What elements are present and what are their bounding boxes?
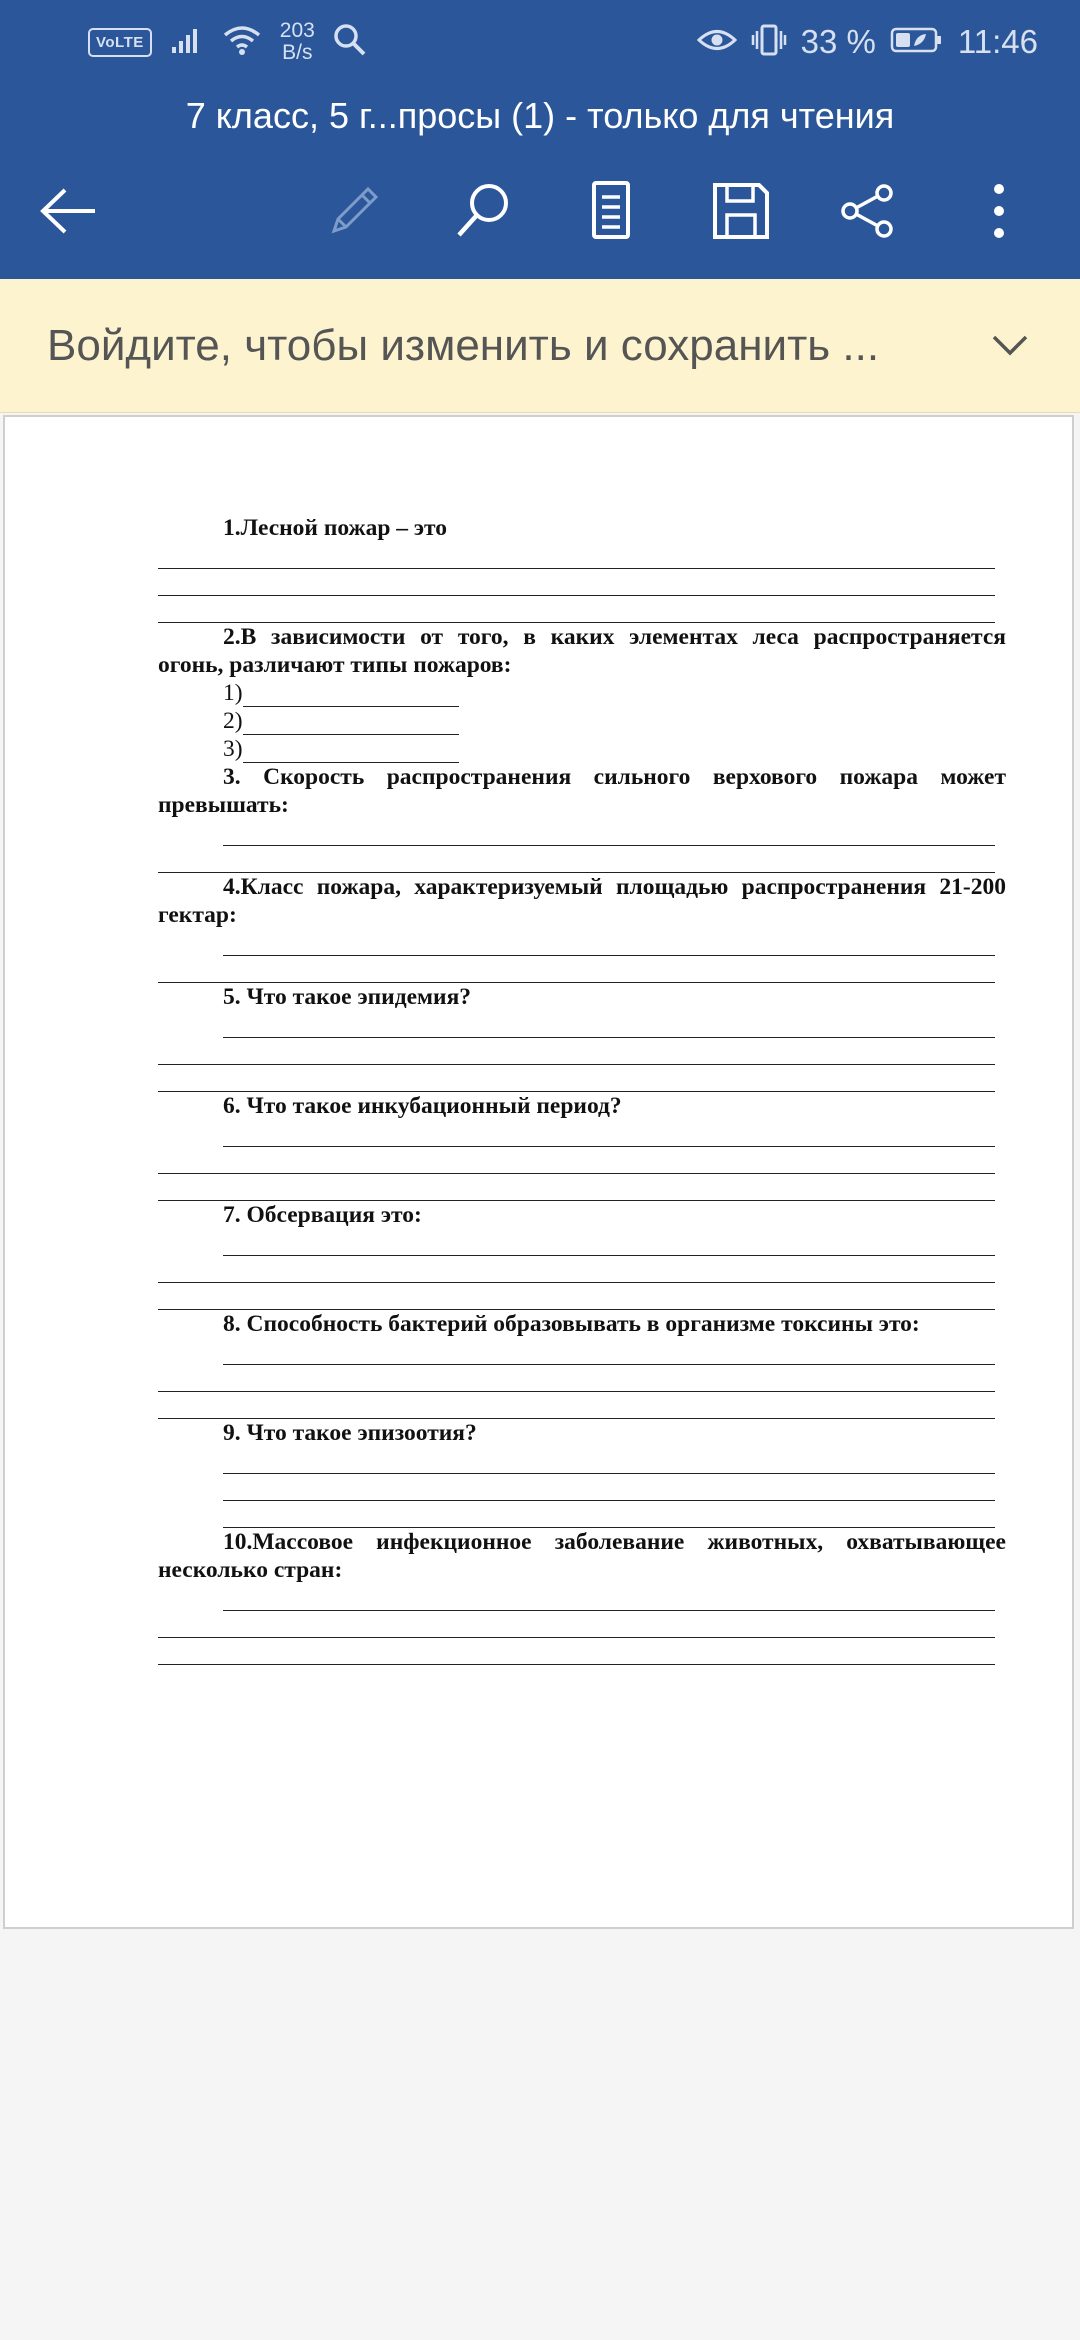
volte-badge: VoLTE: [88, 28, 152, 57]
search-icon[interactable]: [440, 168, 526, 254]
answer-line: [223, 1447, 995, 1474]
question-7: 7. Обсервация это:: [223, 1202, 422, 1228]
battery-icon: [890, 25, 944, 60]
pencil-icon[interactable]: [311, 168, 397, 254]
question-3: 3. Скорость распространения сильного верхового пожара может превышать:: [158, 764, 1006, 818]
signin-banner[interactable]: [0, 279, 1080, 413]
answer-line: [223, 1338, 995, 1365]
search-status-icon: [333, 23, 367, 62]
answer-line: [158, 956, 995, 983]
answer-line: [223, 1501, 995, 1528]
answer-line: [158, 1256, 995, 1283]
answer-line: [223, 819, 995, 846]
question-5: 5. Что такое эпидемия?: [223, 984, 472, 1010]
list-item: 1): [223, 679, 1006, 707]
wifi-icon: [222, 24, 262, 61]
answer-line: [158, 1638, 995, 1665]
answer-line: [158, 1611, 995, 1638]
answer-line: [223, 1011, 995, 1038]
answer-line: [223, 1474, 995, 1501]
answer-line: [158, 1392, 995, 1419]
answer-line: [158, 1038, 995, 1065]
toolbar: [0, 168, 1080, 254]
battery-percent: 33 %: [800, 23, 876, 60]
answer-line: [223, 1229, 995, 1256]
eye-icon: [697, 25, 737, 60]
question-9: 9. Что такое эпизоотия?: [223, 1420, 477, 1446]
answer-line: [158, 1147, 995, 1174]
reading-view-icon[interactable]: [568, 168, 654, 254]
more-icon[interactable]: [956, 168, 1042, 254]
answer-line: [158, 1365, 995, 1392]
back-arrow-icon[interactable]: [26, 168, 112, 254]
vibrate-icon: [751, 23, 787, 62]
status-bar: [0, 0, 1080, 80]
answer-line: [158, 1065, 995, 1092]
question-10: 10.Массовое инфекционное заболевание животных, охватывающее несколько стран:: [158, 1529, 1006, 1583]
network-speed: 203 B/s: [279, 19, 315, 64]
question-6: 6. Что такое инкубационный период?: [223, 1093, 622, 1119]
question-1: 1.Лесной пожар – это: [223, 515, 448, 541]
save-icon[interactable]: [698, 168, 784, 254]
document-content: [158, 514, 1006, 1665]
question-2: 2.В зависимости от того, в каких элементах леса распространяется огонь, различают типы пожаров:: [158, 624, 1006, 678]
clock: 11:46: [957, 23, 1038, 60]
share-icon[interactable]: [825, 168, 911, 254]
answer-line: [158, 596, 995, 623]
answer-line: [158, 1283, 995, 1310]
signin-banner-text[interactable]: Войдите, чтобы изменить и сохранить ...: [47, 321, 880, 370]
app-header: [0, 0, 1080, 279]
answer-line: [223, 929, 995, 956]
answer-line: [158, 1174, 995, 1201]
list-item: 3): [223, 735, 1006, 763]
chevron-down-icon[interactable]: [980, 315, 1040, 375]
answer-line: [158, 846, 995, 873]
answer-line: [223, 1120, 995, 1147]
question-4: 4.Класс пожара, характеризуемый площадью распространения 21-200 гектар:: [158, 874, 1006, 928]
answer-line: [158, 569, 995, 596]
document-page[interactable]: [3, 415, 1074, 1929]
list-item: 2): [223, 707, 1006, 735]
question-8: 8. Способность бактерий образовывать в организме токсины это:: [223, 1311, 920, 1337]
document-title: 7 класс, 5 г...просы (1) - только для чтения: [185, 95, 895, 136]
answer-line: [223, 1584, 995, 1611]
signal-icon: [170, 25, 204, 60]
answer-line: [158, 542, 995, 569]
